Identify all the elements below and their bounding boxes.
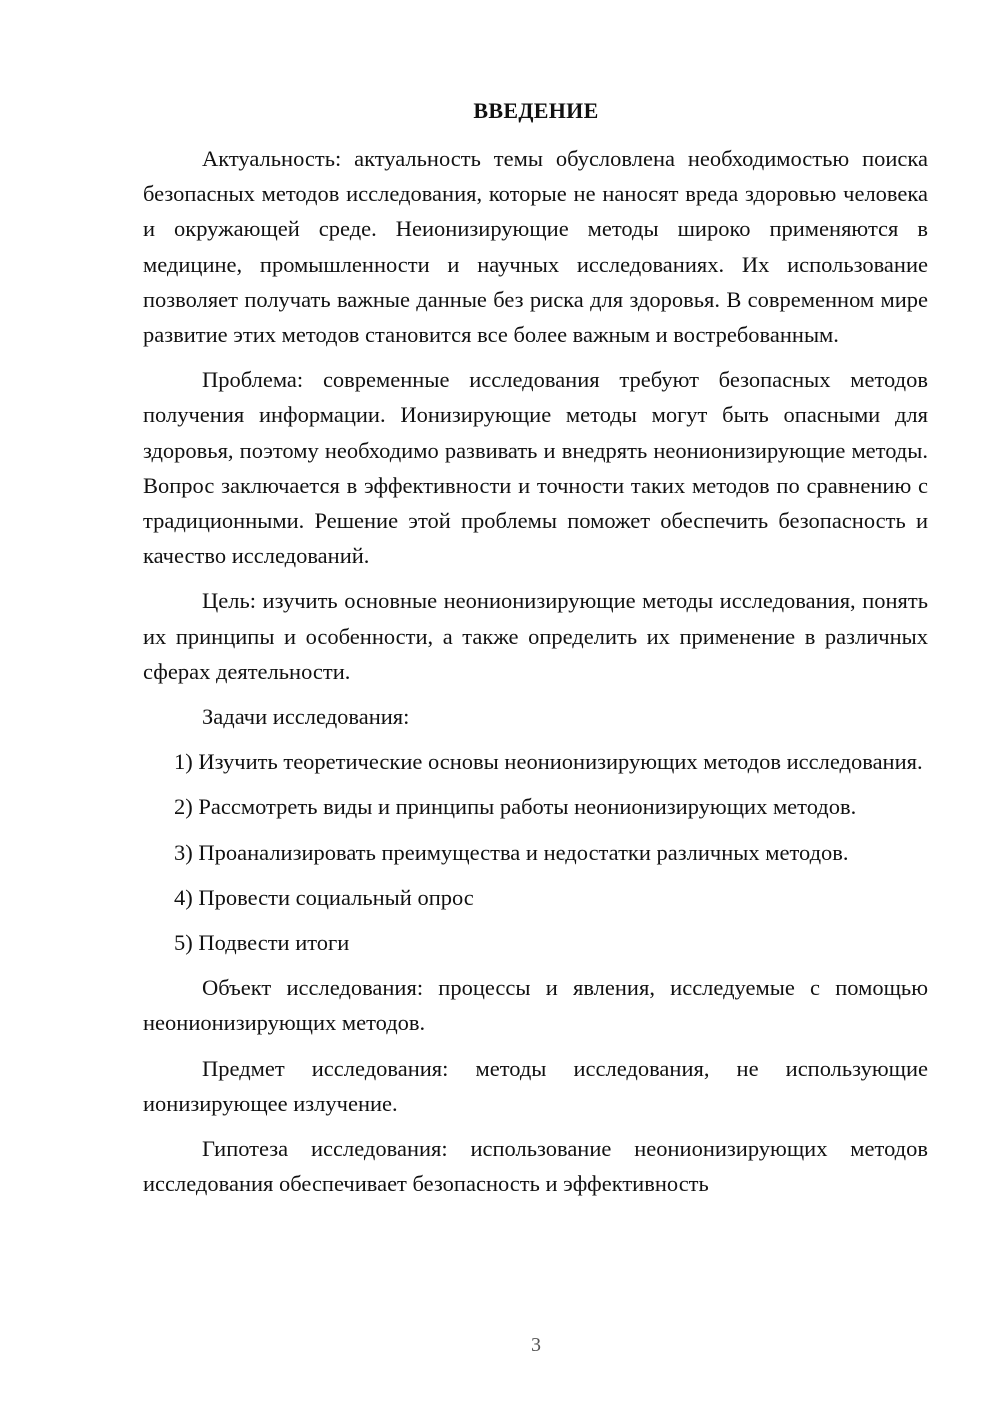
goal-paragraph: Цель: изучить основные неонионизирующие методы исследования, понять их принципы и особенности, а также определить их применение в различных сферах деятельности.	[143, 588, 928, 684]
tasks-heading: Задачи исследования:	[202, 704, 410, 730]
page-number: 3	[531, 1334, 541, 1356]
page-title: ВВЕДЕНИЕ	[473, 98, 599, 123]
task-item: 4) Провести социальный опрос	[174, 884, 474, 910]
task-item: 3) Проанализировать преимущества и недостатки различных методов.	[174, 839, 849, 865]
hypothesis-paragraph: Гипотеза исследования: использование неонионизирующих методов исследования обеспечивает безопасность и эффективность	[143, 1136, 928, 1197]
task-item: 1) Изучить теоретические основы неонионизирующих методов исследования.	[174, 749, 923, 775]
task-item: 2) Рассмотреть виды и принципы работы неонионизирующих методов.	[174, 794, 857, 820]
problem-paragraph: Проблема: современные исследования требуют безопасных методов получения информации. Ионизирующие методы могут быть опасными для здоровья, поэтому необходимо развивать и внедрять неонионизирующие методы. Вопрос заключается в эффективности и точности таких методов по сравнению с традиционными. Решение этой проблемы поможет обеспечить безопасность и качество исследований.	[143, 367, 928, 569]
relevance-paragraph: Актуальность: актуальность темы обусловлена необходимостью поиска безопасных методов исследования, которые не наносят вреда здоровью человека и окружающей среде. Неионизирующие методы широко применяются в медицине, промышленности и научных исследованиях. Их использование позволяет получать важные данные без риска для здоровья. В современном мире развитие этих методов становится все более важным и востребованным.	[143, 146, 928, 348]
subject-paragraph: Предмет исследования: методы исследования, не использующие ионизирующее излучение.	[143, 1055, 928, 1116]
object-paragraph: Объект исследования: процессы и явления, исследуемые с помощью неонионизирующих методов.	[143, 975, 928, 1036]
document-body	[143, 141, 928, 1201]
task-item: 5) Подвести итоги	[174, 930, 350, 956]
